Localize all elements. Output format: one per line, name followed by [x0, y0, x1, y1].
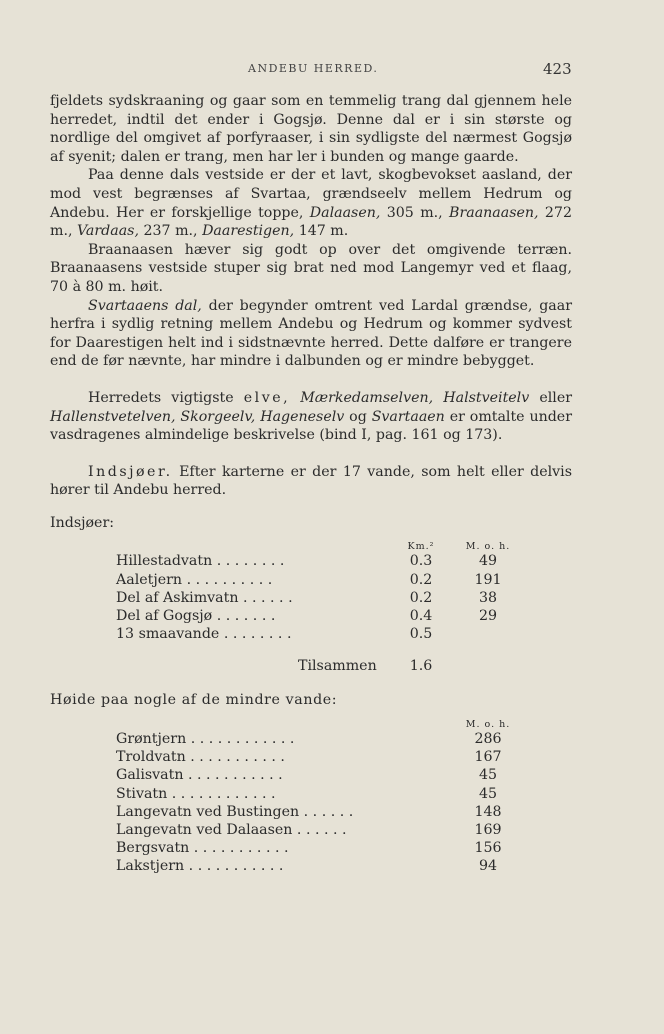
- lake-name: Hillestadvatn . . . . . . . .: [116, 553, 285, 570]
- heights-table-heading: Høide paa nogle af de mindre vande:: [50, 692, 338, 709]
- lake-area: 0.2: [409, 589, 433, 606]
- place-name: Dalaasen,: [309, 204, 381, 221]
- table-row: [116, 607, 536, 625]
- page-body: [50, 92, 572, 876]
- lake-height: 94: [478, 858, 498, 875]
- lake-name: Del af Gogsjø . . . . . . .: [116, 608, 276, 625]
- table-total-row: [116, 657, 536, 677]
- table-row: [116, 821, 546, 839]
- place-name: Daarestigen,: [202, 223, 295, 240]
- spaced-term: elve,: [243, 389, 291, 406]
- table-row: [116, 766, 546, 784]
- lake-name: Galisvatn . . . . . . . . . . .: [116, 767, 283, 784]
- paragraph-4: [50, 297, 572, 371]
- river-name: Mærkedamselven,: [300, 389, 434, 406]
- lake-area: 0.5: [409, 626, 433, 643]
- river-name: Hageneselv: [260, 408, 345, 425]
- table-row: [116, 552, 536, 570]
- paragraph-1: fjeldets sydskraaning og gaar som en temmelig trang dal gjennem hele herredet, indtil det ender i Gogsjø. Denne dal er i sin største og nordlige del omgivet af porfyraaser, i sin sydligste del nærmest Gogsjø af syenit; dalen er trang, men har ler i bunden og mange gaarde.: [50, 93, 572, 165]
- text-run: 147 m.: [294, 223, 349, 240]
- lake-height: 148: [474, 803, 502, 820]
- column-height: M. o. h.: [465, 541, 511, 553]
- text-run: Efter karterne er der 17 vande, som helt eller delvis hører til Andebu herred.: [50, 463, 572, 499]
- lakes-table: [116, 532, 536, 677]
- column-height: M. o. h.: [465, 719, 511, 730]
- lake-height: 167: [474, 749, 502, 766]
- lake-name: 13 smaavande . . . . . . . .: [116, 626, 292, 643]
- table-row: [116, 571, 536, 589]
- lake-height: 156: [474, 840, 502, 857]
- paragraph-3: Braanaasen hæver sig godt op over det omgivende terræn. Braanaasens vestside stuper sig brat ned mod Langemyr ved et flaag, 70 à 80 m. høit.: [50, 241, 572, 295]
- lake-name: Langevatn ved Dalaasen . . . . . .: [116, 821, 347, 838]
- table-row: [116, 730, 546, 748]
- heights-table: [116, 710, 546, 876]
- place-name: Svartaaens dal,: [88, 297, 202, 314]
- text-run: eller: [529, 389, 572, 406]
- lake-name: Lakstjern . . . . . . . . . . .: [116, 858, 284, 875]
- lake-height: 169: [474, 821, 502, 838]
- place-name: Vardaas,: [76, 223, 139, 240]
- lake-height: 286: [474, 731, 502, 747]
- text-run: 305 m.,: [380, 204, 450, 221]
- text-run: Paa denne dals vestside er der et lavt, skogbevokset aasland, der mod vest begrænses af Svartaa, grændseelv mellem Hedrum og Andebu. Her er forskjellige toppe,: [50, 167, 572, 221]
- lake-height: 29: [478, 608, 498, 625]
- total-label: Tilsammen: [298, 658, 377, 675]
- paragraph-rivers: [50, 389, 572, 445]
- lake-height: 49: [478, 553, 498, 570]
- page-number: 423: [543, 60, 572, 78]
- text-run: er omtalte under vasdragenes almindelige beskrivelse (bind I, pag. 161 og 173).: [50, 408, 572, 444]
- lake-name: Grøntjern . . . . . . . . . . . .: [116, 731, 295, 747]
- river-name: Halstveitelv: [443, 389, 530, 406]
- lake-name: Troldvatn . . . . . . . . . . .: [116, 749, 285, 766]
- text-run: der begynder omtrent ved Lardal grændse, gaar herfra i sydlig retning mellem Andebu og Hedrum og kommer sydvest for Daarestigen helt ind i sidstnævnte herred. Dette dalføre er trangere end de før nævnte, har mindre i dalbunden og er mindre bebygget.: [50, 297, 572, 370]
- table-row: [116, 748, 546, 766]
- text-run: 272 m.,: [50, 204, 572, 240]
- river-name: Hallenstvetelven,: [50, 408, 176, 425]
- lake-area: 0.3: [409, 553, 433, 570]
- lake-name: Aaletjern . . . . . . . . . .: [116, 571, 273, 588]
- table-row: [116, 589, 536, 607]
- river-name: Svartaaen: [371, 408, 445, 425]
- text-run: og: [344, 408, 372, 425]
- table-row: [116, 857, 546, 875]
- text-run: Herredets vigtigste: [88, 389, 244, 406]
- page-header: [0, 62, 664, 82]
- heights-table-columns: [116, 710, 546, 730]
- river-name: Skorgeelv,: [180, 408, 256, 425]
- column-area: Km.²: [407, 541, 435, 553]
- table-row: [116, 785, 546, 803]
- lake-name: Langevatn ved Bustingen . . . . . .: [116, 803, 354, 820]
- paragraph-2: [50, 166, 572, 240]
- spaced-term: Indsjøer.: [88, 463, 173, 480]
- table-row: [116, 839, 546, 857]
- lake-area: 0.4: [409, 608, 433, 625]
- running-title: ANDEBU HERRED.: [248, 62, 379, 75]
- text-run: 237 m.,: [138, 223, 203, 240]
- lake-name: Stivatn . . . . . . . . . . . .: [116, 785, 276, 802]
- table-row: [116, 803, 546, 821]
- lake-name: Del af Askimvatn . . . . . .: [116, 589, 293, 606]
- lake-name: Bergsvatn . . . . . . . . . . .: [116, 840, 289, 857]
- lake-height: 45: [478, 767, 498, 784]
- lake-area: 0.2: [409, 571, 433, 588]
- lakes-table-heading: Indsjøer:: [50, 514, 115, 531]
- total-value: 1.6: [409, 658, 433, 675]
- lake-height: 38: [478, 589, 498, 606]
- table-row: [116, 625, 536, 643]
- lake-height: 45: [478, 785, 498, 802]
- paragraph-lakes: [50, 463, 572, 500]
- lake-height: 191: [474, 571, 502, 588]
- place-name: Braanaasen,: [449, 204, 539, 221]
- lakes-table-columns: [116, 532, 536, 552]
